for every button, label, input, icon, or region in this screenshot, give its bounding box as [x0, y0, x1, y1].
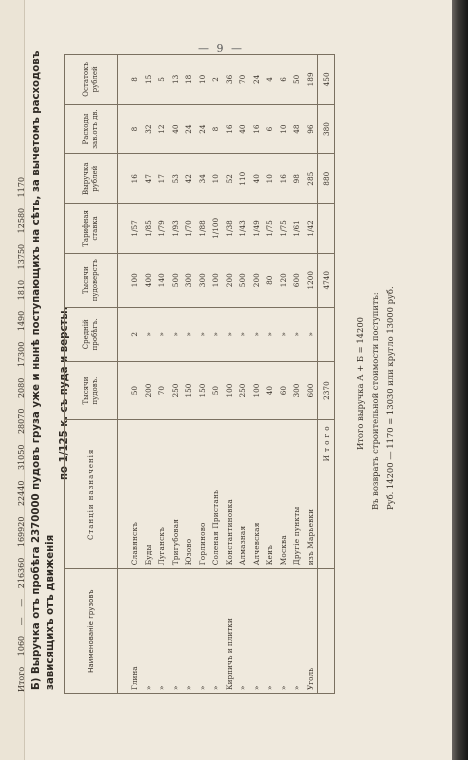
cell-rev: 285 [304, 154, 318, 204]
cell-cargo: » [290, 569, 304, 694]
table-row [304, 55, 318, 694]
cell-rem: 4 [263, 55, 277, 105]
cell-cargo: Уголь [304, 569, 318, 694]
table-row [236, 55, 250, 694]
cell-exp: 8 [118, 104, 142, 154]
cell-pud: 50 [118, 361, 142, 419]
cell-run: » [182, 307, 196, 361]
cell-run: 2 [118, 307, 142, 361]
cell-station: Луганскъ [155, 420, 169, 569]
note-return: Въ возвратъ строительной стоимости поступитъ: [370, 292, 380, 510]
cell-run: » [277, 307, 291, 361]
cell-pv: 1200 [304, 253, 318, 307]
cell-rate: 1/75 [263, 204, 277, 254]
cell-station: Тригубовая [169, 420, 183, 569]
cell-exp: 96 [304, 104, 318, 154]
cell-pud: 100 [223, 361, 237, 419]
table-row [223, 55, 237, 694]
previous-page-row [4, 20, 26, 700]
cell-pud: 70 [155, 361, 169, 419]
cell-run: » [223, 307, 237, 361]
cell-run: » [155, 307, 169, 361]
cell-rate: 1/61 [290, 204, 304, 254]
header-station: Станціи назначенія [65, 420, 118, 569]
prev-cell: — [17, 617, 26, 626]
cell-station: Алчевская [250, 420, 264, 569]
prev-cell: 2080 [17, 377, 26, 399]
table-row [142, 55, 156, 694]
cell-run: » [263, 307, 277, 361]
total-rem: 450 [318, 55, 335, 105]
table-row [169, 55, 183, 694]
cell-pud: 100 [250, 361, 264, 419]
prev-cell: 31050 [17, 444, 26, 471]
cell-rate: 1/42 [304, 204, 318, 254]
cell-rev: 47 [142, 154, 156, 204]
cell-run: » [304, 307, 318, 361]
cell-exp: 32 [142, 104, 156, 154]
cell-station: изъ Марьевки [304, 420, 318, 569]
rotated-content [28, 40, 468, 700]
table-row [196, 55, 210, 694]
cell-station: Юзово [182, 420, 196, 569]
cell-pv: 400 [142, 253, 156, 307]
cell-pud: 200 [142, 361, 156, 419]
cell-rev: 16 [277, 154, 291, 204]
cell-rem: 6 [277, 55, 291, 105]
cell-pud: 40 [263, 361, 277, 419]
cell-rate: 1/43 [236, 204, 250, 254]
title-line-1: Б) Выручка отъ пробѣга 2370000 пудовъ груза уже и нынѣ поступающихъ на сѣть, за вычетомъ расходовъ зависящихъ отъ движенія [31, 50, 56, 690]
prev-row-label: Итого [17, 666, 26, 692]
total-empty [318, 569, 335, 694]
cell-run: » [196, 307, 210, 361]
header-rate: Тарифная ставка [65, 204, 118, 254]
cell-station: Константиновка [223, 420, 237, 569]
cell-rate: 1/88 [196, 204, 210, 254]
cell-rev: 34 [196, 154, 210, 204]
cell-rate: 1/85 [142, 204, 156, 254]
cell-rate: 1/38 [223, 204, 237, 254]
table-row [209, 55, 223, 694]
total-pud: 2370 [318, 361, 335, 419]
cell-cargo: » [169, 569, 183, 694]
cell-pv: 140 [155, 253, 169, 307]
cell-rem: 50 [290, 55, 304, 105]
cell-station: Буды [142, 420, 156, 569]
cell-exp: 16 [223, 104, 237, 154]
cell-exp: 40 [236, 104, 250, 154]
cell-cargo: Глина [118, 569, 142, 694]
cell-rem: 70 [236, 55, 250, 105]
header-remainder: Остатокъ рублей [65, 55, 118, 105]
prev-cell: 28070 [17, 408, 26, 435]
cell-exp: 48 [290, 104, 304, 154]
table-row [155, 55, 169, 694]
cell-pud: 250 [236, 361, 250, 419]
total-rev: 880 [318, 154, 335, 204]
cell-rev: 98 [290, 154, 304, 204]
table-row [290, 55, 304, 694]
header-run: Средній пробѣгъ. [65, 307, 118, 361]
prev-cell: — [17, 598, 26, 607]
header-revenue: Выручка рублей [65, 154, 118, 204]
cell-rev: 17 [155, 154, 169, 204]
total-empty [318, 204, 335, 254]
cell-rev: 52 [223, 154, 237, 204]
cell-pud: 250 [169, 361, 183, 419]
cell-rev: 10 [209, 154, 223, 204]
cell-pud: 50 [209, 361, 223, 419]
cell-rev: 53 [169, 154, 183, 204]
header-expenses: Расходы зав.отъ дв. [65, 104, 118, 154]
cell-station: Соленая Пристань [209, 420, 223, 569]
cell-pud: 600 [304, 361, 318, 419]
table-row [182, 55, 196, 694]
cell-pv: 600 [290, 253, 304, 307]
cell-cargo: » [196, 569, 210, 694]
table-row [277, 55, 291, 694]
cell-pv: 300 [196, 253, 210, 307]
cell-pv: 120 [277, 253, 291, 307]
cell-exp: 6 [263, 104, 277, 154]
cell-cargo: Кирпичъ и плитки [223, 569, 237, 694]
cell-cargo: » [182, 569, 196, 694]
cell-exp: 24 [196, 104, 210, 154]
title-line-2: по 1/125 к. съ пуда и версты. [59, 306, 70, 480]
prev-cell: 1490 [17, 310, 26, 332]
cell-pv: 100 [209, 253, 223, 307]
total-empty [318, 307, 335, 361]
table-row [263, 55, 277, 694]
cell-station: Алмазная [236, 420, 250, 569]
cell-pud: 300 [290, 361, 304, 419]
prev-cell: 216360 [17, 557, 26, 589]
cell-rate: 1/57 [118, 204, 142, 254]
prev-cell: 1170 [17, 176, 26, 198]
cell-run: » [169, 307, 183, 361]
cell-rem: 10 [196, 55, 210, 105]
cell-pv: 100 [118, 253, 142, 307]
cell-station: Москва [277, 420, 291, 569]
cell-rate: 1/93 [169, 204, 183, 254]
cell-pv: 500 [169, 253, 183, 307]
cell-cargo: » [155, 569, 169, 694]
cell-run: » [209, 307, 223, 361]
cell-rate: 1/75 [277, 204, 291, 254]
cell-exp: 10 [277, 104, 291, 154]
total-row [318, 55, 335, 694]
cell-rem: 24 [250, 55, 264, 105]
cell-rem: 5 [155, 55, 169, 105]
cell-rem: 36 [223, 55, 237, 105]
cell-pv: 200 [250, 253, 264, 307]
header-pud: Тысячи пудовъ. [65, 361, 118, 419]
cell-rev: 42 [182, 154, 196, 204]
cell-exp: 8 [209, 104, 223, 154]
cell-run: » [250, 307, 264, 361]
cell-cargo: » [250, 569, 264, 694]
prev-cell: 1810 [17, 279, 26, 301]
table-row [118, 55, 142, 694]
prev-cell: 1060 [17, 635, 26, 657]
cell-run: » [236, 307, 250, 361]
cell-station: Кеиъ [263, 420, 277, 569]
cell-exp: 24 [182, 104, 196, 154]
cell-rate: 1/49 [250, 204, 264, 254]
total-pv: 4740 [318, 253, 335, 307]
cell-rev: 10 [263, 154, 277, 204]
cell-rev: 110 [236, 154, 250, 204]
prev-cell: 13750 [17, 243, 26, 270]
note-calc: Руб. 14200 — 1170 = 13030 или круглo 13000 руб. [385, 286, 395, 510]
table-header-row [65, 55, 118, 694]
cell-exp: 12 [155, 104, 169, 154]
cell-pv: 200 [223, 253, 237, 307]
summary-notes [353, 286, 398, 510]
freight-revenue-table [64, 54, 335, 694]
header-cargo: Наименованіе грузовъ [65, 569, 118, 694]
cell-rate: 1/79 [155, 204, 169, 254]
cell-rem: 15 [142, 55, 156, 105]
page-number: — 9 — [198, 42, 244, 55]
table-body [118, 55, 335, 694]
cell-rev: 16 [118, 154, 142, 204]
cell-cargo: » [236, 569, 250, 694]
header-pudoverst: Тысячи пудоверстъ [65, 253, 118, 307]
cell-rate: 1/70 [182, 204, 196, 254]
cell-rem: 13 [169, 55, 183, 105]
binding-gutter [452, 0, 468, 760]
table-row [250, 55, 264, 694]
cell-run: » [142, 307, 156, 361]
cell-exp: 40 [169, 104, 183, 154]
prev-cell: 12580 [17, 207, 26, 234]
cell-pv: 80 [263, 253, 277, 307]
cell-station: Славянскъ [118, 420, 142, 569]
cell-exp: 16 [250, 104, 264, 154]
total-label: Итого [318, 420, 335, 569]
cell-cargo: » [277, 569, 291, 694]
note-total: Итого выручка А + Б = 14200 [355, 317, 365, 450]
cell-station: Горлиново [196, 420, 210, 569]
cell-pv: 300 [182, 253, 196, 307]
cell-station: Другіе пункты [290, 420, 304, 569]
prev-row-cells [17, 177, 26, 656]
cell-rem: 189 [304, 55, 318, 105]
prev-cell: 22440 [17, 480, 26, 507]
cell-rem: 18 [182, 55, 196, 105]
cell-run: » [290, 307, 304, 361]
prev-cell: 169920 [17, 516, 26, 548]
cell-rate: 1/100 [209, 204, 223, 254]
prev-cell: 17300 [17, 341, 26, 368]
cell-rev: 40 [250, 154, 264, 204]
cell-pv: 500 [236, 253, 250, 307]
cell-cargo: » [142, 569, 156, 694]
cell-pud: 150 [182, 361, 196, 419]
cell-pud: 150 [196, 361, 210, 419]
total-exp: 380 [318, 104, 335, 154]
cell-cargo: » [209, 569, 223, 694]
cell-rem: 2 [209, 55, 223, 105]
cell-pud: 60 [277, 361, 291, 419]
cell-rem: 8 [118, 55, 142, 105]
cell-cargo: » [263, 569, 277, 694]
